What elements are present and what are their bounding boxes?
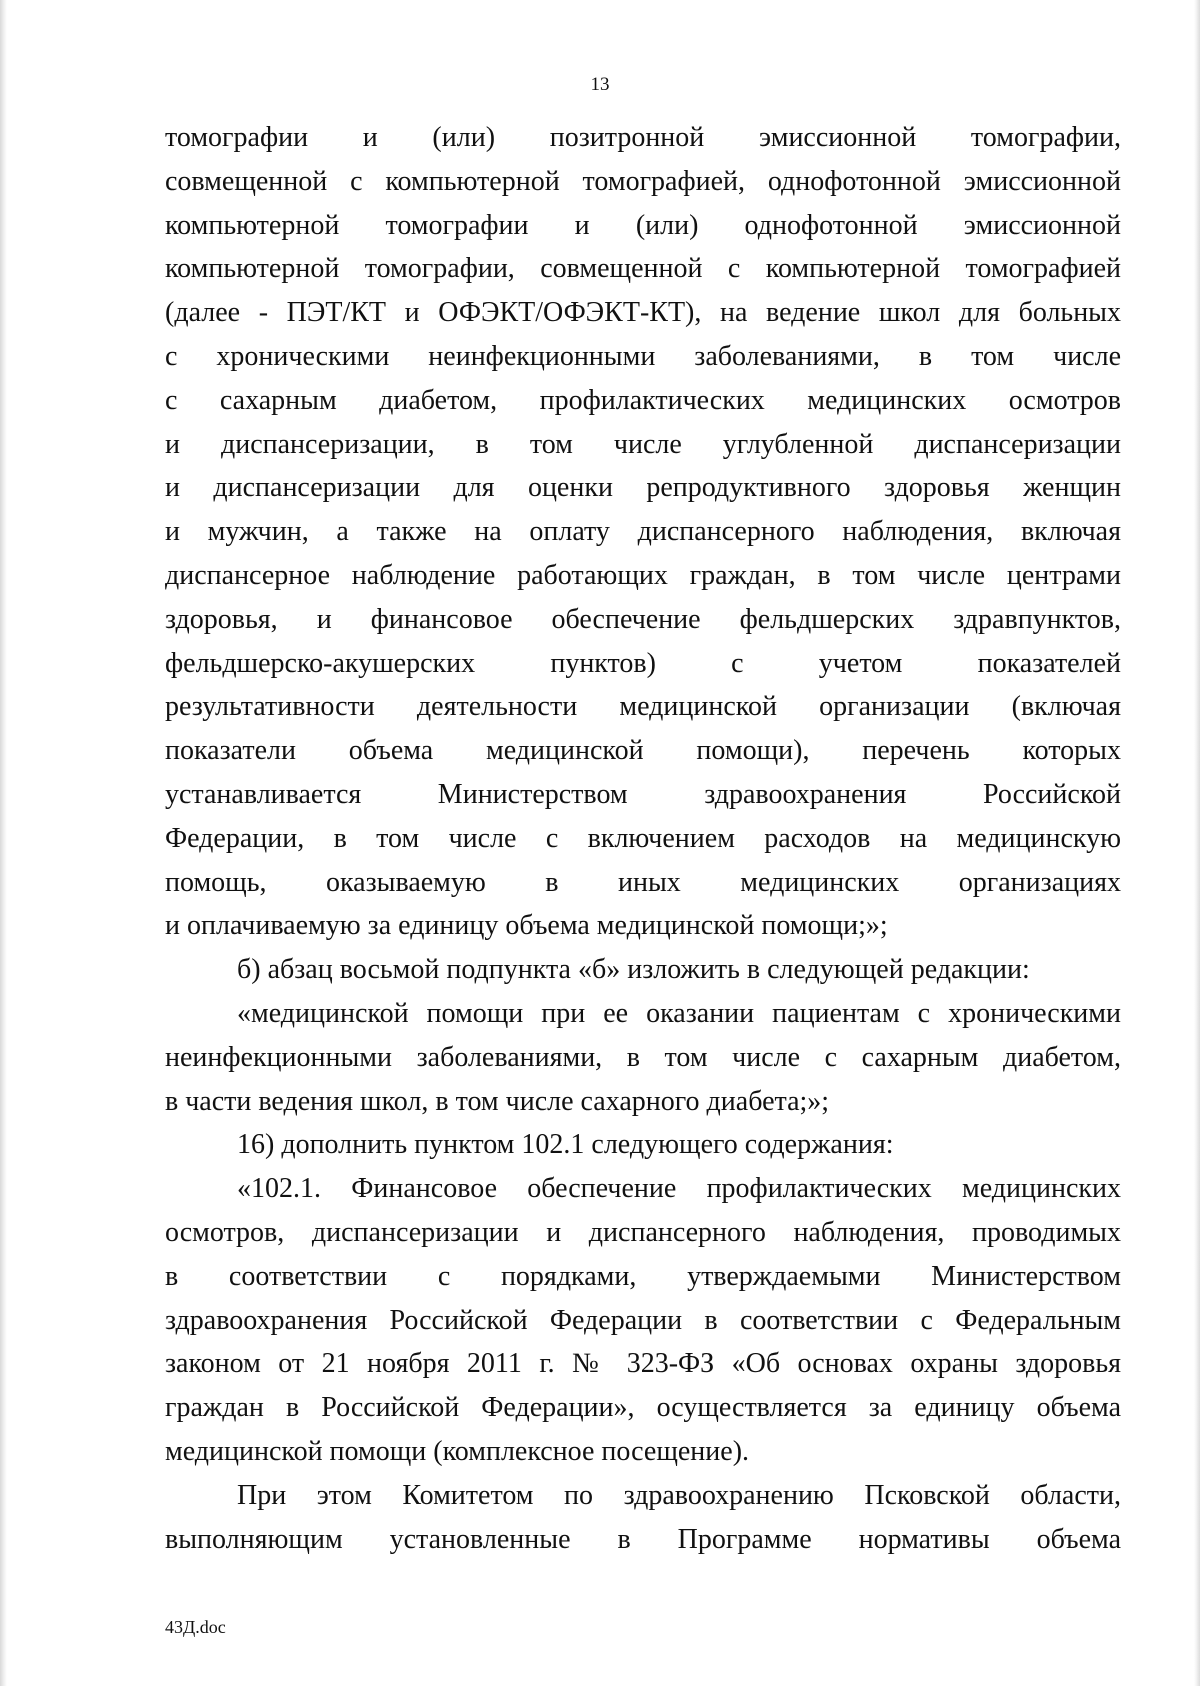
text-line: в соответствии с порядками, утверждаемыми Министерством — [165, 1260, 1121, 1292]
text-line: в части ведения школ, в том числе сахарного диабета;»; — [165, 1085, 830, 1117]
text-line: При этом Комитетом по здравоохранению Псковской области, — [237, 1479, 1121, 1511]
text-line: совмещенной с компьютерной томографией, однофотонной эмиссионной — [165, 165, 1121, 197]
text-line: с сахарным диабетом, профилактических медицинских осмотров — [165, 384, 1121, 416]
paragraph-subitem-b — [165, 948, 1121, 992]
text-line: и диспансеризации для оценки репродуктивного здоровья женщин — [165, 472, 1121, 504]
text-line: б) абзац восьмой подпункта «б» изложить в следующей редакции: — [237, 954, 1030, 986]
text-line: здравоохранения Российской Федерации в соответствии с Федеральным — [165, 1304, 1121, 1336]
text-line: (далее - ПЭТ/КТ и ОФЭКТ/ОФЭКТ-КТ), на ведение школ для больных — [165, 297, 1121, 329]
text-line: и диспансеризации, в том числе углубленной диспансеризации — [165, 428, 1121, 460]
scan-edge-left — [0, 0, 7, 1686]
paragraph-quoted-amendment — [165, 992, 1121, 1123]
text-line: медицинской помощи (комплексное посещение). — [165, 1435, 750, 1467]
footer-filename: 43Д.doc — [165, 1617, 226, 1637]
text-line: законом от 21 ноября 2011 г. № 323-ФЗ «Об основах охраны здоровья — [165, 1348, 1121, 1380]
text-line: фельдшерско-акушерских пунктов) с учетом показателей — [165, 647, 1121, 679]
text-line: помощь, оказываемую в иных медицинских организациях — [165, 866, 1121, 898]
text-line: «медицинской помощи при ее оказании пациентам с хроническими — [237, 997, 1121, 1029]
text-line: устанавливается Министерством здравоохранения Российской — [165, 778, 1121, 810]
text-line: неинфекционными заболеваниями, в том числе с сахарным диабетом, — [165, 1041, 1121, 1073]
text-line: осмотров, диспансеризации и диспансерного наблюдения, проводимых — [165, 1216, 1121, 1248]
text-line: с хроническими неинфекционными заболеваниями, в том числе — [165, 340, 1121, 372]
paragraph-item-16 — [165, 1123, 1121, 1167]
text-line: и мужчин, а также на оплату диспансерного наблюдения, включая — [165, 516, 1121, 548]
text-line: «102.1. Финансовое обеспечение профилактических медицинских — [237, 1173, 1121, 1205]
text-line: компьютерной томографии, совмещенной с компьютерной томографией — [165, 253, 1121, 285]
text-line: компьютерной томографии и (или) однофотонной эмиссионной — [165, 209, 1121, 241]
document-body — [165, 116, 1121, 1561]
paragraph-committee — [165, 1474, 1121, 1562]
page-number: 13 — [590, 74, 610, 95]
text-line: и оплачиваемую за единицу объема медицинской помощи;»; — [165, 910, 888, 942]
text-line: 16) дополнить пунктом 102.1 следующего содержания: — [237, 1129, 894, 1161]
text-line: выполняющим установленные в Программе нормативы объема — [165, 1523, 1121, 1555]
text-line: Федерации, в том числе с включением расходов на медицинскую — [165, 822, 1121, 854]
text-line: томографии и (или) позитронной эмиссионной томографии, — [165, 122, 1121, 153]
text-line: результативности деятельности медицинской организации (включая — [165, 691, 1121, 723]
text-line: диспансерное наблюдение работающих граждан, в том числе центрами — [165, 559, 1121, 591]
text-line: показатели объема медицинской помощи), перечень которых — [165, 735, 1121, 767]
paragraph-item-102-1 — [165, 1167, 1121, 1474]
paragraph-funding-list — [165, 116, 1121, 948]
text-line: здоровья, и финансовое обеспечение фельдшерских здравпунктов, — [165, 603, 1121, 635]
scan-edge-right — [1194, 0, 1200, 1686]
text-line: граждан в Российской Федерации», осуществляется за единицу объема — [165, 1392, 1121, 1424]
